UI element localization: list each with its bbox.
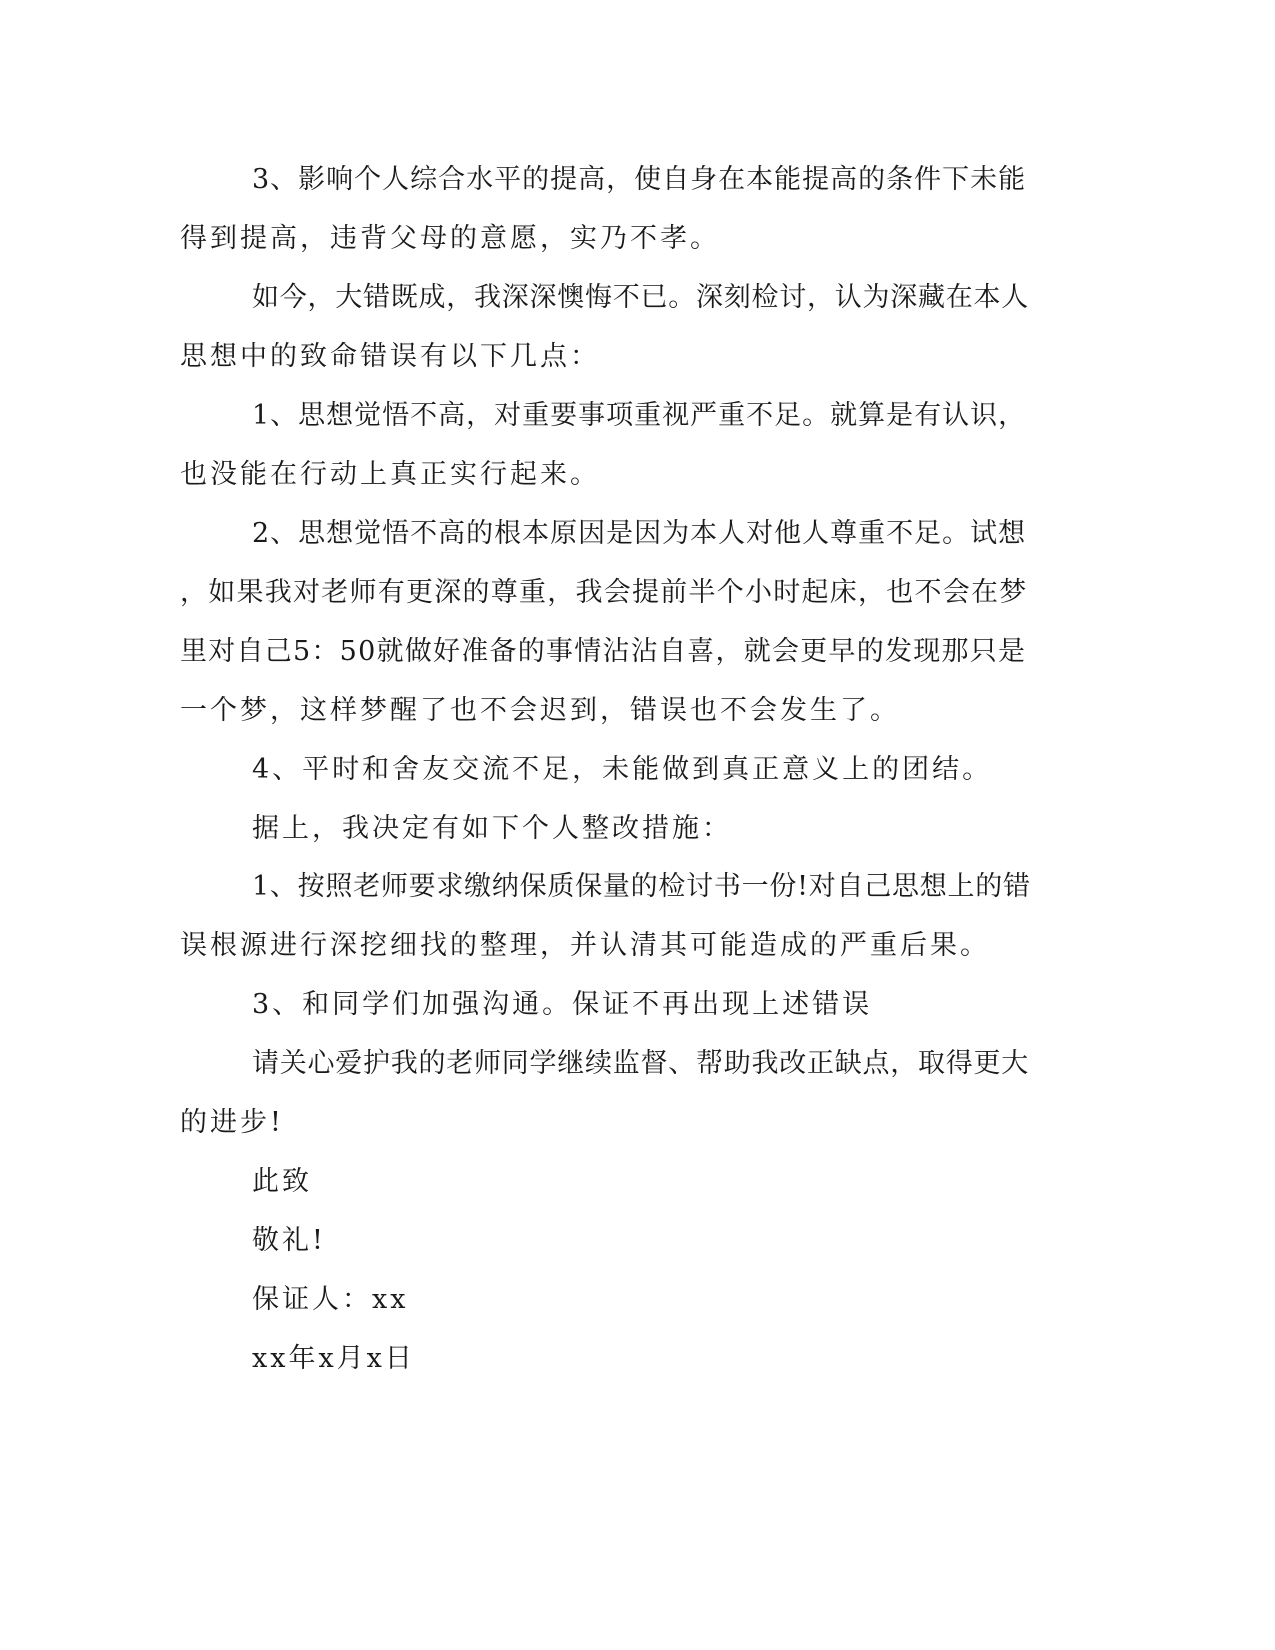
paragraph-8-line-1: 3、和同学们加强沟通。保证不再出现上述错误 [252, 989, 873, 1020]
paragraph-9-line-1: 请关心爱护我的老师同学继续监督、帮助我改正缺点，取得更大 [252, 1048, 1029, 1079]
paragraph-2-line-1: 如今，大错既成，我深深懊悔不已。深刻检讨，认为深藏在本人 [252, 282, 1029, 313]
paragraph-2-line-2: 思想中的致命错误有以下几点： [180, 341, 600, 372]
paragraph-5-line-1: 4、平时和舍友交流不足，未能做到真正意义上的团结。 [252, 754, 993, 785]
paragraph-7-line-1: 1、按照老师要求缴纳保质保量的检讨书一份!对自己思想上的错 [252, 871, 1031, 902]
paragraph-7-line-2: 误根源进行深挖细找的整理，并认清其可能造成的严重后果。 [180, 930, 990, 961]
paragraph-4-line-1: 2、思想觉悟不高的根本原因是因为本人对他人尊重不足。试想 [252, 518, 1027, 549]
closing-guarantor: 保证人：xx [252, 1284, 409, 1315]
paragraph-3-line-1: 1、思想觉悟不高，对重要事项重视严重不足。就算是有认识， [252, 400, 1027, 431]
closing-regards: 敬礼! [252, 1225, 326, 1256]
paragraph-1-line-2: 得到提高，违背父母的意愿，实乃不孝。 [180, 223, 720, 254]
paragraph-3-line-2: 也没能在行动上真正实行起来。 [180, 459, 600, 490]
closing-salutation: 此致 [252, 1166, 312, 1197]
paragraph-4-line-3: 里对自己5：50就做好准备的事情沾沾自喜，就会更早的发现那只是 [180, 636, 1027, 667]
paragraph-9-line-2: 的进步! [180, 1107, 284, 1138]
paragraph-1-line-1: 3、影响个人综合水平的提高，使自身在本能提高的条件下未能 [252, 164, 1027, 195]
paragraph-4-line-4: 一个梦，这样梦醒了也不会迟到，错误也不会发生了。 [180, 695, 900, 726]
closing-date: xx年x月x日 [252, 1343, 415, 1374]
paragraph-4-line-2: ，如果我对老师有更深的尊重，我会提前半个小时起床，也不会在梦 [180, 577, 1028, 608]
paragraph-6-line-1: 据上，我决定有如下个人整改措施： [252, 813, 732, 844]
